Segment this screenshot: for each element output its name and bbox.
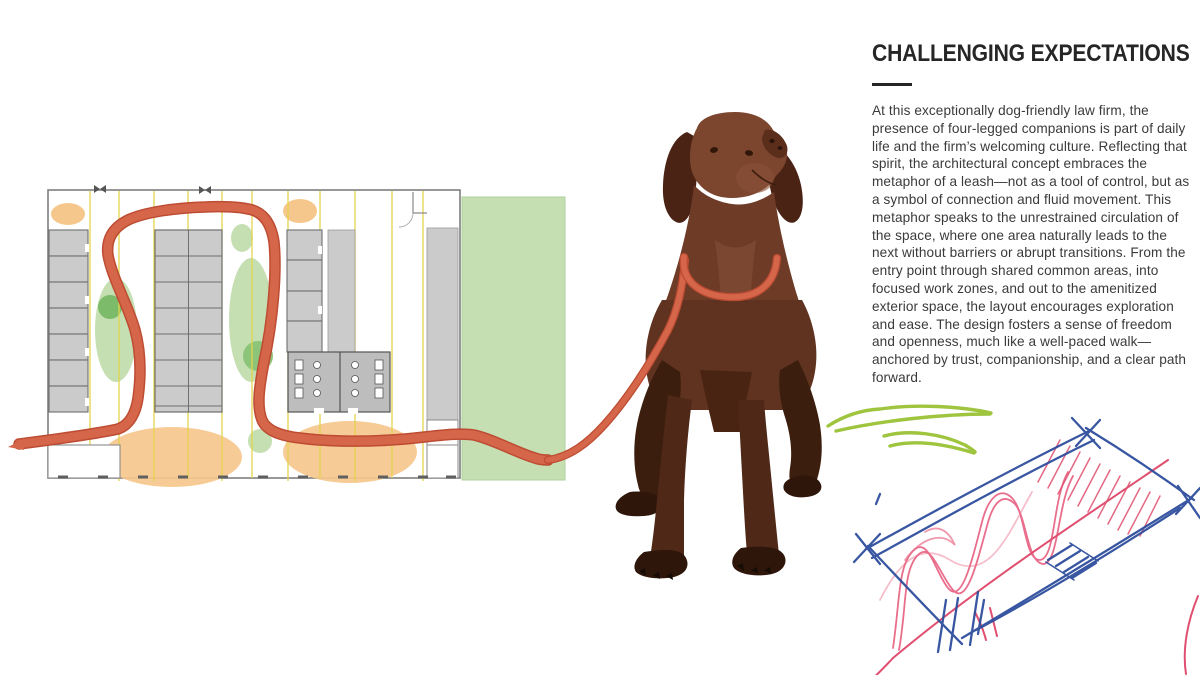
dog-front-left-paw <box>634 550 687 578</box>
article <box>872 40 1190 387</box>
office-rooms-middle <box>155 230 222 412</box>
dog-hind-right-leg <box>779 360 822 492</box>
dog-jowl <box>736 163 774 193</box>
green-scribble <box>828 406 991 453</box>
office-rooms-left <box>49 230 89 412</box>
title-rule <box>872 83 912 86</box>
page-title: CHALLENGING EXPECTATIONS <box>872 40 1190 67</box>
dog-hind-right-paw <box>783 476 821 498</box>
dog-front-right-leg <box>738 400 779 554</box>
restroom-block <box>288 352 390 414</box>
dog-photo <box>616 112 822 580</box>
dog-front-right-paw <box>732 547 785 576</box>
sketch-pink-hatch <box>1038 440 1160 536</box>
dog-hind-left-paw <box>616 491 663 516</box>
office-rooms-right <box>287 230 322 352</box>
concept-sketch <box>854 418 1200 675</box>
sketch-pink-scribble <box>880 472 1073 650</box>
article-body: At this exceptionally dog-friendly law firm, the presence of four-legged companions is part of daily life and the firm’s welcoming culture. Reflecting that spirit, the architectural concept embraces the metaphor of a leash—not as a tool of control, but as a symbol of connection and fluid movement. This metaphor speaks to the unrestrained circulation of the space, where one area naturally leads to the next without barriers or abrupt transitions. From the entry point through shared common areas, into focused work zones, and out to the amenitized exterior space, the layout encourages exploration and ease. The design fosters a sense of freedom and openness, much like a well-paced walk—anchored by trust, companionship, and a clear path forward. <box>872 103 1190 385</box>
